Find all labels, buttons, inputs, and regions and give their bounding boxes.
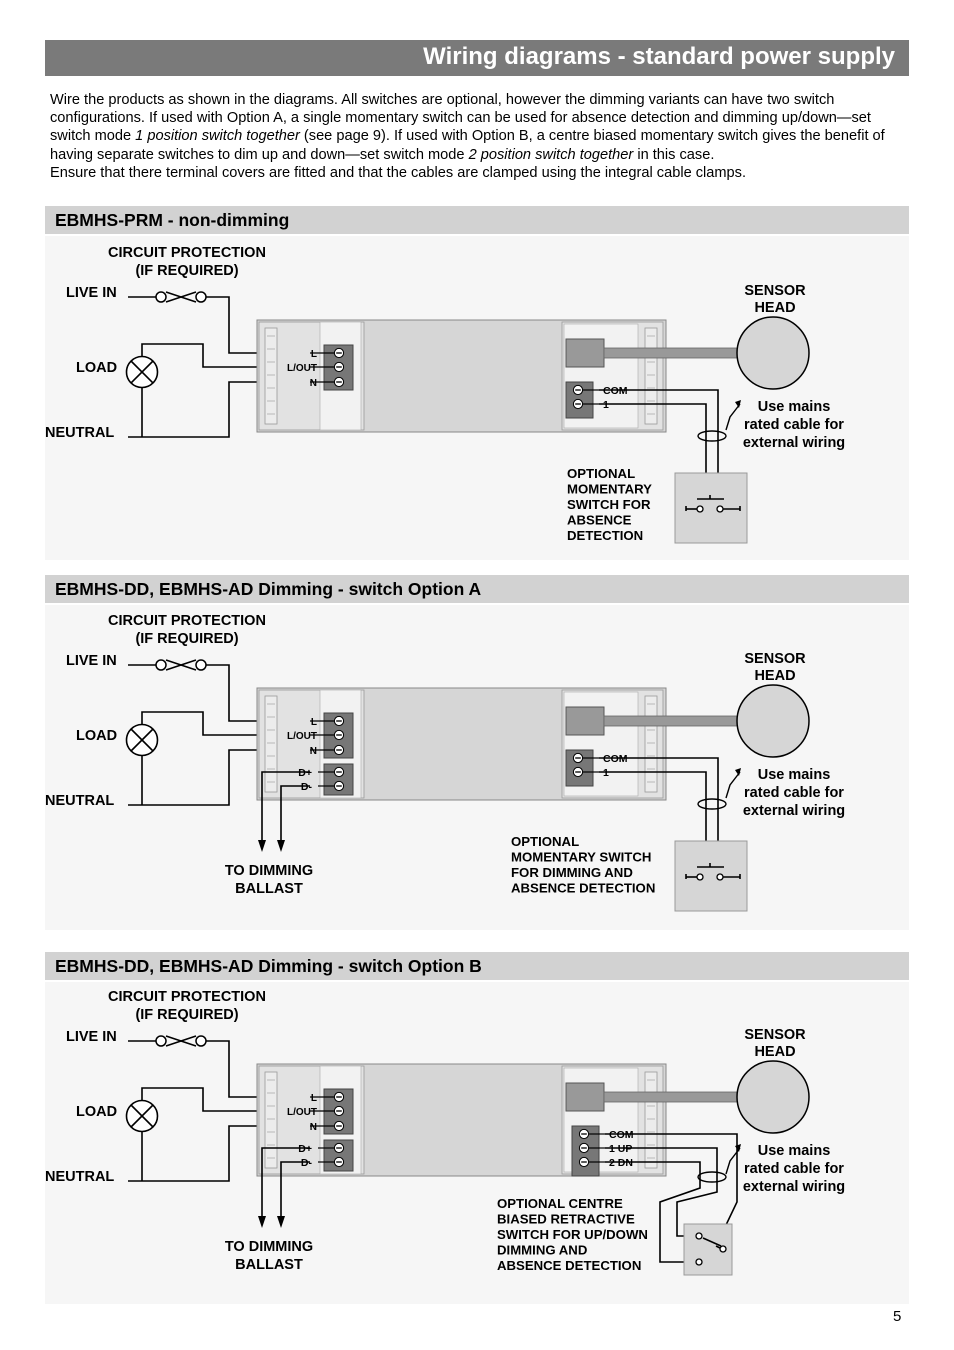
switch-label: SWITCH FOR UP/DOWN <box>497 1227 648 1242</box>
live-in-label: LIVE IN <box>66 653 117 669</box>
sensor-head-label: HEAD <box>754 300 796 316</box>
switch-terminal-label: 2 DN <box>609 1157 633 1169</box>
arrow-head <box>277 840 285 852</box>
switch-label: BIASED RETRACTIVE <box>497 1211 635 1227</box>
switch-label: MOMENTARY <box>567 481 652 497</box>
cable-clamp <box>645 328 657 424</box>
switch-terminal-label: 1 UP <box>609 1143 633 1155</box>
switch-contact <box>697 506 703 512</box>
arrow-head <box>258 840 266 852</box>
terminal-label: L <box>310 349 317 360</box>
cable-note-label: Use mains <box>757 1143 831 1159</box>
terminal-label: L/OUT <box>287 363 317 374</box>
arrow-head <box>258 1216 266 1228</box>
cable-sheath <box>698 431 726 441</box>
switch-contact <box>697 874 703 880</box>
switch-label: OPTIONAL <box>511 834 580 849</box>
switch-label: MOMENTARY SWITCH <box>511 849 652 865</box>
cable-note-label: external wiring <box>742 803 846 819</box>
terminal-label: L <box>310 1093 317 1104</box>
switch-contact <box>720 1246 726 1252</box>
cable-note-label: rated cable for <box>744 417 844 433</box>
circuit-protection-label: (IF REQUIRED) <box>135 1007 239 1023</box>
protection-contact <box>156 1036 166 1046</box>
switch-label: ABSENCE DETECTION <box>511 880 656 896</box>
wiring-diagram-0 <box>45 245 845 543</box>
dim-terminal-label: D+ <box>298 1143 312 1155</box>
dim-terminal-label: D+ <box>298 767 312 779</box>
switch-terminal-label: COM <box>603 385 628 397</box>
cable-sheath <box>698 1172 726 1182</box>
protection-contact <box>156 660 166 670</box>
ballast-label: BALLAST <box>235 1257 303 1273</box>
switch-terminal-label: COM <box>603 753 628 765</box>
ballast-label: TO DIMMING <box>224 1239 314 1255</box>
switch-contact <box>717 506 723 512</box>
ballast-label: BALLAST <box>235 881 303 897</box>
switch-contact <box>717 874 723 880</box>
note-arrow <box>726 772 740 798</box>
sensor-head-label: SENSOR <box>744 1027 806 1043</box>
circuit-protection-label: CIRCUIT PROTECTION <box>108 989 266 1005</box>
neutral-label: NEUTRAL <box>45 425 115 441</box>
sensor-head-icon <box>737 1061 809 1133</box>
cable-note-label: rated cable for <box>744 1161 844 1177</box>
load-label: LOAD <box>76 360 118 376</box>
dim-terminal-label: D- <box>300 781 312 793</box>
terminal-label: L/OUT <box>287 1107 317 1118</box>
sensor-head-label: HEAD <box>754 1044 796 1060</box>
cable-clamp <box>645 1072 657 1168</box>
switch-terminal-label: 1 <box>603 767 609 779</box>
cable-note-label: external wiring <box>742 1179 846 1195</box>
cable-note-label: rated cable for <box>744 785 844 801</box>
cable-note-label: Use mains <box>757 767 831 783</box>
section-heading: EBMHS-DD, EBMHS-AD Dimming - switch Option A <box>55 579 482 599</box>
circuit-protection-label: (IF REQUIRED) <box>135 631 239 647</box>
cable-clamp <box>645 696 657 792</box>
neutral-label: NEUTRAL <box>45 793 115 809</box>
switch-label: ABSENCE DETECTION <box>497 1258 642 1273</box>
sensor-head-icon <box>737 685 809 757</box>
sensor-head-label: SENSOR <box>744 651 806 667</box>
switch-label: FOR DIMMING AND <box>511 865 633 880</box>
note-arrow <box>726 1148 740 1174</box>
page-title: Wiring diagrams - standard power supply <box>423 43 895 70</box>
dim-terminal-label: D- <box>300 1157 312 1169</box>
live-in-label: LIVE IN <box>66 1029 117 1045</box>
note-arrow <box>726 404 740 430</box>
sensor-connector <box>566 339 604 367</box>
cable-note-label: Use mains <box>757 399 831 415</box>
terminal-label: N <box>309 378 317 389</box>
arrow-head <box>277 1216 285 1228</box>
sensor-connector <box>566 707 604 735</box>
switch-label: OPTIONAL <box>567 466 636 481</box>
live-in-label: LIVE IN <box>66 285 117 301</box>
terminal-label: L/OUT <box>287 731 317 742</box>
switch-terminal-label: COM <box>609 1129 634 1141</box>
switch-label: OPTIONAL CENTRE <box>497 1196 623 1211</box>
sensor-head-label: SENSOR <box>744 283 806 299</box>
intro-paragraph-1: Wire the products as shown in the diagrams. All switches are optional, however the dimming variants can have two switch configurations. If used with Option A, a single momentary switch can be used for absence detection and dimming up/down—set switch mode 1 position switch together (see page 9). If used with Option B, a centre biased momentary switch gives the benefit of having separate switches to dim up and down—set switch mode 2 position switch together in this case. <box>50 92 885 163</box>
cable-note-label: external wiring <box>742 435 846 451</box>
load-label: LOAD <box>76 1104 118 1120</box>
protection-contact <box>196 292 206 302</box>
sensor-head-label: HEAD <box>754 668 796 684</box>
switch-contact <box>696 1233 702 1239</box>
switch-label: ABSENCE <box>567 512 632 528</box>
terminal-label: N <box>309 1122 317 1133</box>
cable-clamp <box>265 696 277 792</box>
protection-contact <box>196 660 206 670</box>
circuit-protection-label: CIRCUIT PROTECTION <box>108 613 266 629</box>
ballast-label: TO DIMMING <box>224 863 314 879</box>
wiring-diagram-1 <box>45 613 845 911</box>
protection-contact <box>196 1036 206 1046</box>
neutral-label: NEUTRAL <box>45 1169 115 1185</box>
intro-paragraph-2: Ensure that there terminal covers are fitted and that the cables are clamped using the integral cable clamps. <box>50 164 747 181</box>
circuit-protection-label: CIRCUIT PROTECTION <box>108 245 266 261</box>
sensor-head-icon <box>737 317 809 389</box>
cable-sheath <box>698 799 726 809</box>
load-label: LOAD <box>76 728 118 744</box>
section-heading: EBMHS-DD, EBMHS-AD Dimming - switch Option B <box>55 956 482 976</box>
terminal-label: N <box>309 746 317 757</box>
switch-contact <box>696 1259 702 1265</box>
page-number: 5 <box>893 1308 902 1325</box>
sensor-connector <box>566 1083 604 1111</box>
section-heading: EBMHS-PRM - non-dimming <box>55 210 290 230</box>
switch-label: DIMMING AND <box>497 1242 588 1258</box>
protection-contact <box>156 292 166 302</box>
switch-terminal-label: 1 <box>603 399 609 411</box>
switch-label: DETECTION <box>567 528 644 543</box>
circuit-protection-label: (IF REQUIRED) <box>135 263 239 279</box>
wiring-diagram-2 <box>45 989 845 1275</box>
terminal-label: L <box>310 717 317 728</box>
switch-label: SWITCH FOR <box>567 497 651 512</box>
cable-clamp <box>265 1072 277 1168</box>
cable-clamp <box>265 328 277 424</box>
